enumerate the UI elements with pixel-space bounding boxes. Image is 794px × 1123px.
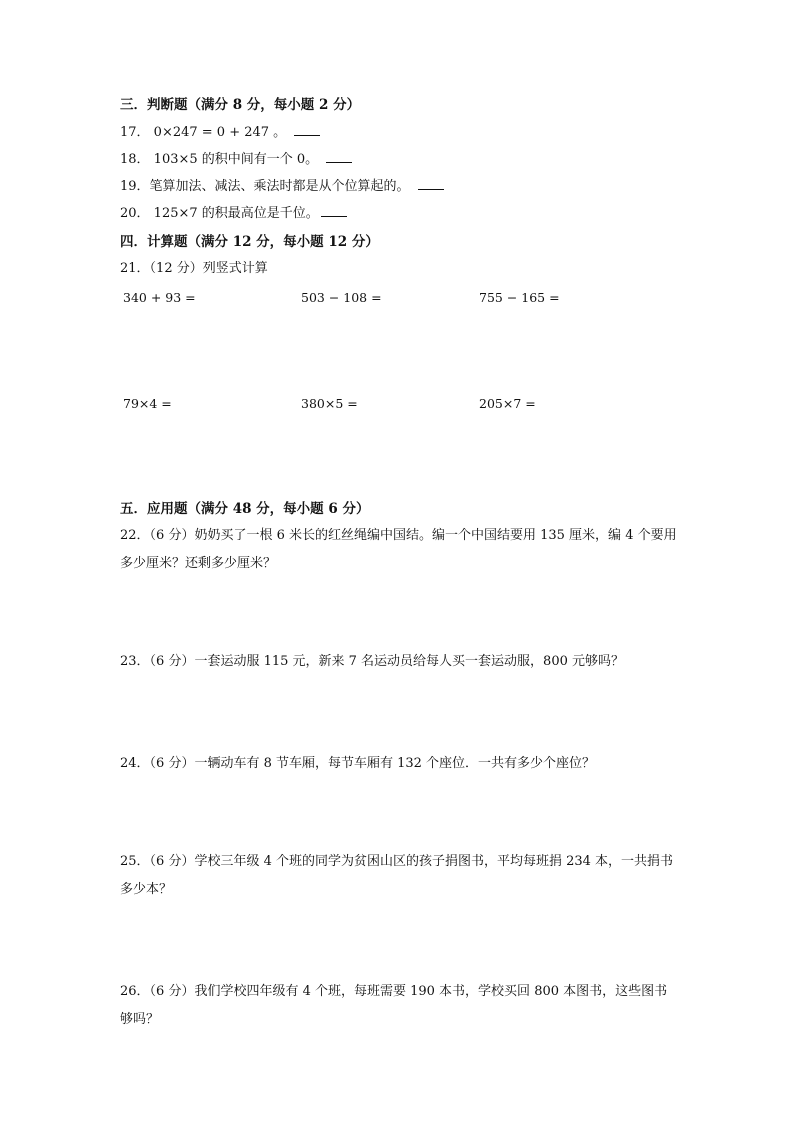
section-5-heading: 五．应用题（满分 48 分，每小题 6 分） xyxy=(120,501,370,517)
section-4-heading: 四．计算题（满分 12 分，每小题 12 分） xyxy=(120,234,379,250)
calc-4: 79×4 = xyxy=(123,396,172,411)
question-20 xyxy=(120,204,347,223)
question-19 xyxy=(120,177,444,196)
question-22: 22．（6 分）奶奶买了一根 6 米长的红丝绳编中国结。编一个中国结要用 135 厘米，编 4 个要用多少厘米？还剩多少厘米？ xyxy=(120,528,677,571)
section-3-heading: 三．判断题（满分 8 分，每小题 2 分） xyxy=(120,97,361,113)
question-19-text: 19．笔算加法、减法、乘法时都是从个位算起的。 xyxy=(120,179,410,194)
question-18 xyxy=(120,150,352,169)
calc-2: 503 − 108 = xyxy=(301,290,382,305)
question-20-text: 20． 125×7 的积最高位是千位。 xyxy=(120,206,319,221)
question-17 xyxy=(120,123,320,142)
question-24: 24．（6 分）一辆动车有 8 节车厢，每节车厢有 132 个座位．一共有多少个座位？ xyxy=(120,756,596,771)
calc-1: 340 + 93 = xyxy=(123,290,196,305)
calc-3: 755 − 165 = xyxy=(479,290,560,305)
question-21: 21．（12 分）列竖式计算 xyxy=(120,261,268,276)
calc-5: 380×5 = xyxy=(301,396,358,411)
question-18-text: 18． 103×5 的积中间有一个 0。 xyxy=(120,152,319,167)
answer-blank-18[interactable] xyxy=(326,150,352,163)
answer-blank-20[interactable] xyxy=(321,204,347,217)
question-17-text: 17． 0×247 = 0 + 247 。 xyxy=(120,125,287,140)
calc-6: 205×7 = xyxy=(479,396,536,411)
answer-blank-19[interactable] xyxy=(418,177,444,190)
question-26: 26．（6 分）我们学校四年级有 4 个班，每班需要 190 本书，学校买回 800 本图书，这些图书够吗？ xyxy=(120,984,668,1027)
question-23: 23．（6 分）一套运动服 115 元，新来 7 名运动员给每人买一套运动服，800 元够吗？ xyxy=(120,654,625,669)
answer-blank-17[interactable] xyxy=(294,123,320,136)
question-25: 25．（6 分）学校三年级 4 个班的同学为贫困山区的孩子捐图书，平均每班捐 234 本，一共捐书多少本？ xyxy=(120,854,674,897)
